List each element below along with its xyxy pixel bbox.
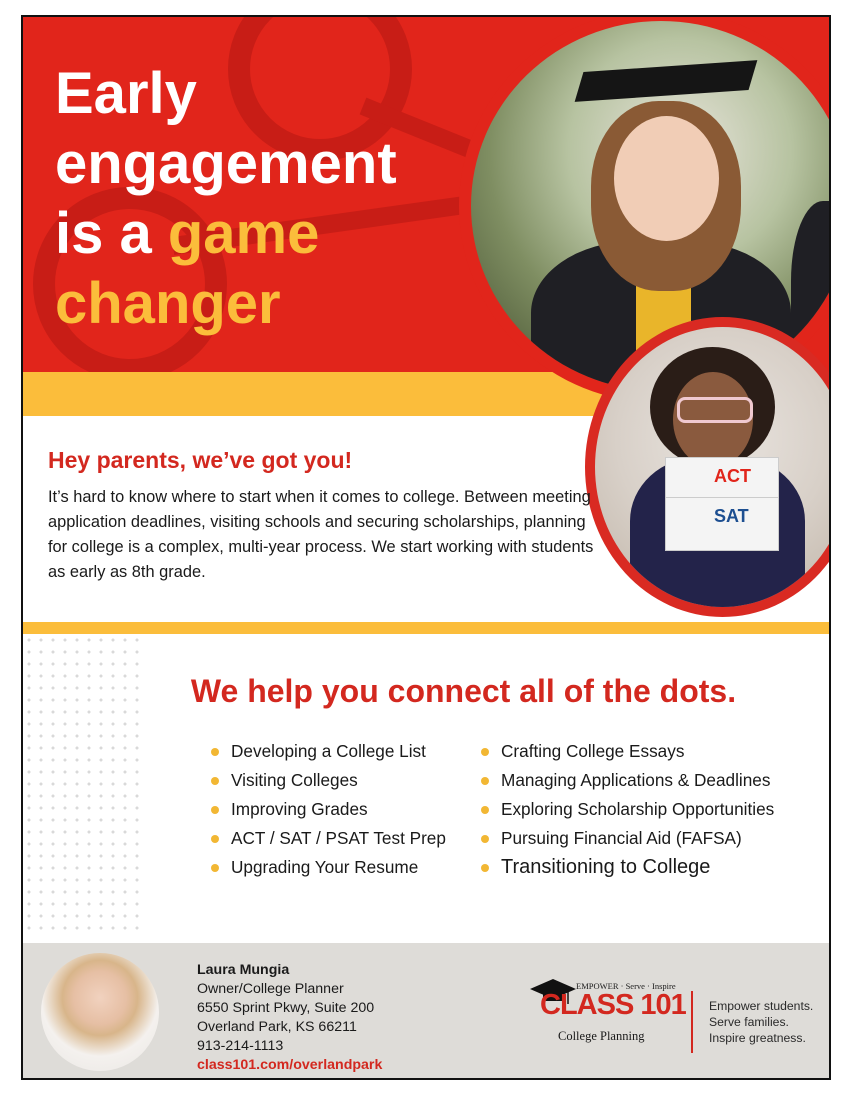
contact-block: [197, 961, 382, 1075]
contact-address-line1: 6550 Sprint Pkwy, Suite 200: [197, 1000, 375, 1016]
list-item: [211, 737, 446, 766]
avatar: [41, 953, 159, 1071]
list-item-label: Improving Grades: [231, 799, 368, 819]
bullet-icon: [481, 748, 489, 756]
bullet-icon: [481, 806, 489, 814]
headline: [55, 59, 397, 339]
act-book-label: ACT: [714, 466, 751, 486]
headline-highlight: game: [167, 201, 320, 266]
list-item: [481, 737, 774, 766]
intro-heading: Hey parents, we’ve got you!: [48, 447, 353, 473]
list-item-label: Visiting Colleges: [231, 770, 358, 790]
logo-subtitle: College Planning: [558, 1029, 645, 1043]
list-item-label: Developing a College List: [231, 741, 426, 761]
bullet-icon: [481, 777, 489, 785]
services-list-right: [481, 737, 774, 882]
contact-website-link[interactable]: class101.com/overlandpark: [197, 1057, 383, 1073]
sat-book-label: SAT: [714, 506, 749, 526]
list-item: [481, 853, 774, 882]
list-item: [211, 795, 446, 824]
headline-highlight: changer: [55, 271, 281, 336]
bullet-icon: [211, 806, 219, 814]
headline-line: engagement: [55, 131, 397, 196]
footer: [23, 943, 829, 1078]
list-item: [481, 824, 774, 853]
list-item: [211, 766, 446, 795]
act-book: [665, 457, 779, 499]
eyeglasses: [677, 397, 753, 423]
services-list-left: [211, 737, 446, 882]
logo-divider: [691, 991, 693, 1053]
list-item: [211, 824, 446, 853]
slogan-line: Serve families.: [709, 1015, 789, 1029]
list-item-label: Transitioning to College: [501, 856, 711, 878]
connect-heading: We help you connect all of the dots.: [190, 673, 737, 709]
flyer: [21, 15, 831, 1080]
yellow-divider: [23, 622, 829, 634]
mortarboard-cap: [575, 60, 758, 102]
logo-tagline: EMPOWER · Serve · Inspire: [576, 981, 676, 991]
contact-address-line2: Overland Park, KS 66211: [197, 1019, 357, 1035]
slogan: [709, 998, 813, 1046]
slogan-line: Inspire greatness.: [709, 1031, 806, 1045]
list-item: [211, 853, 446, 882]
logo-wordmark: CLASS 101: [540, 989, 686, 1021]
headline-line: is a: [55, 201, 168, 266]
bullet-icon: [481, 864, 489, 872]
bullet-icon: [481, 835, 489, 843]
graduate-face: [614, 116, 719, 241]
list-item-label: Upgrading Your Resume: [231, 857, 419, 877]
contact-title: Owner/College Planner: [197, 981, 344, 997]
intro-body: It’s hard to know where to start when it comes to college. Between meeting application deadlines, visiting schools and securing scholarships, planning for college is a complex, multi-year process. We start working with students as early as 8th grade.: [48, 488, 594, 581]
headline-line: Early: [55, 61, 197, 126]
contact-name: Laura Mungia: [197, 962, 290, 978]
bullet-icon: [211, 864, 219, 872]
list-item: [481, 766, 774, 795]
list-item-label: Pursuing Financial Aid (FAFSA): [501, 828, 742, 848]
class101-logo: [528, 977, 688, 1047]
list-item: [481, 795, 774, 824]
sat-book: [665, 497, 779, 551]
list-item-label: Managing Applications & Deadlines: [501, 770, 771, 790]
list-item-label: ACT / SAT / PSAT Test Prep: [231, 828, 446, 848]
list-item-label: Crafting College Essays: [501, 741, 685, 761]
bullet-icon: [211, 748, 219, 756]
slogan-line: Empower students.: [709, 999, 814, 1013]
bullet-icon: [211, 777, 219, 785]
list-item-label: Exploring Scholarship Opportunities: [501, 799, 775, 819]
contact-phone: 913-214-1113: [197, 1038, 284, 1054]
bullet-icon: [211, 835, 219, 843]
